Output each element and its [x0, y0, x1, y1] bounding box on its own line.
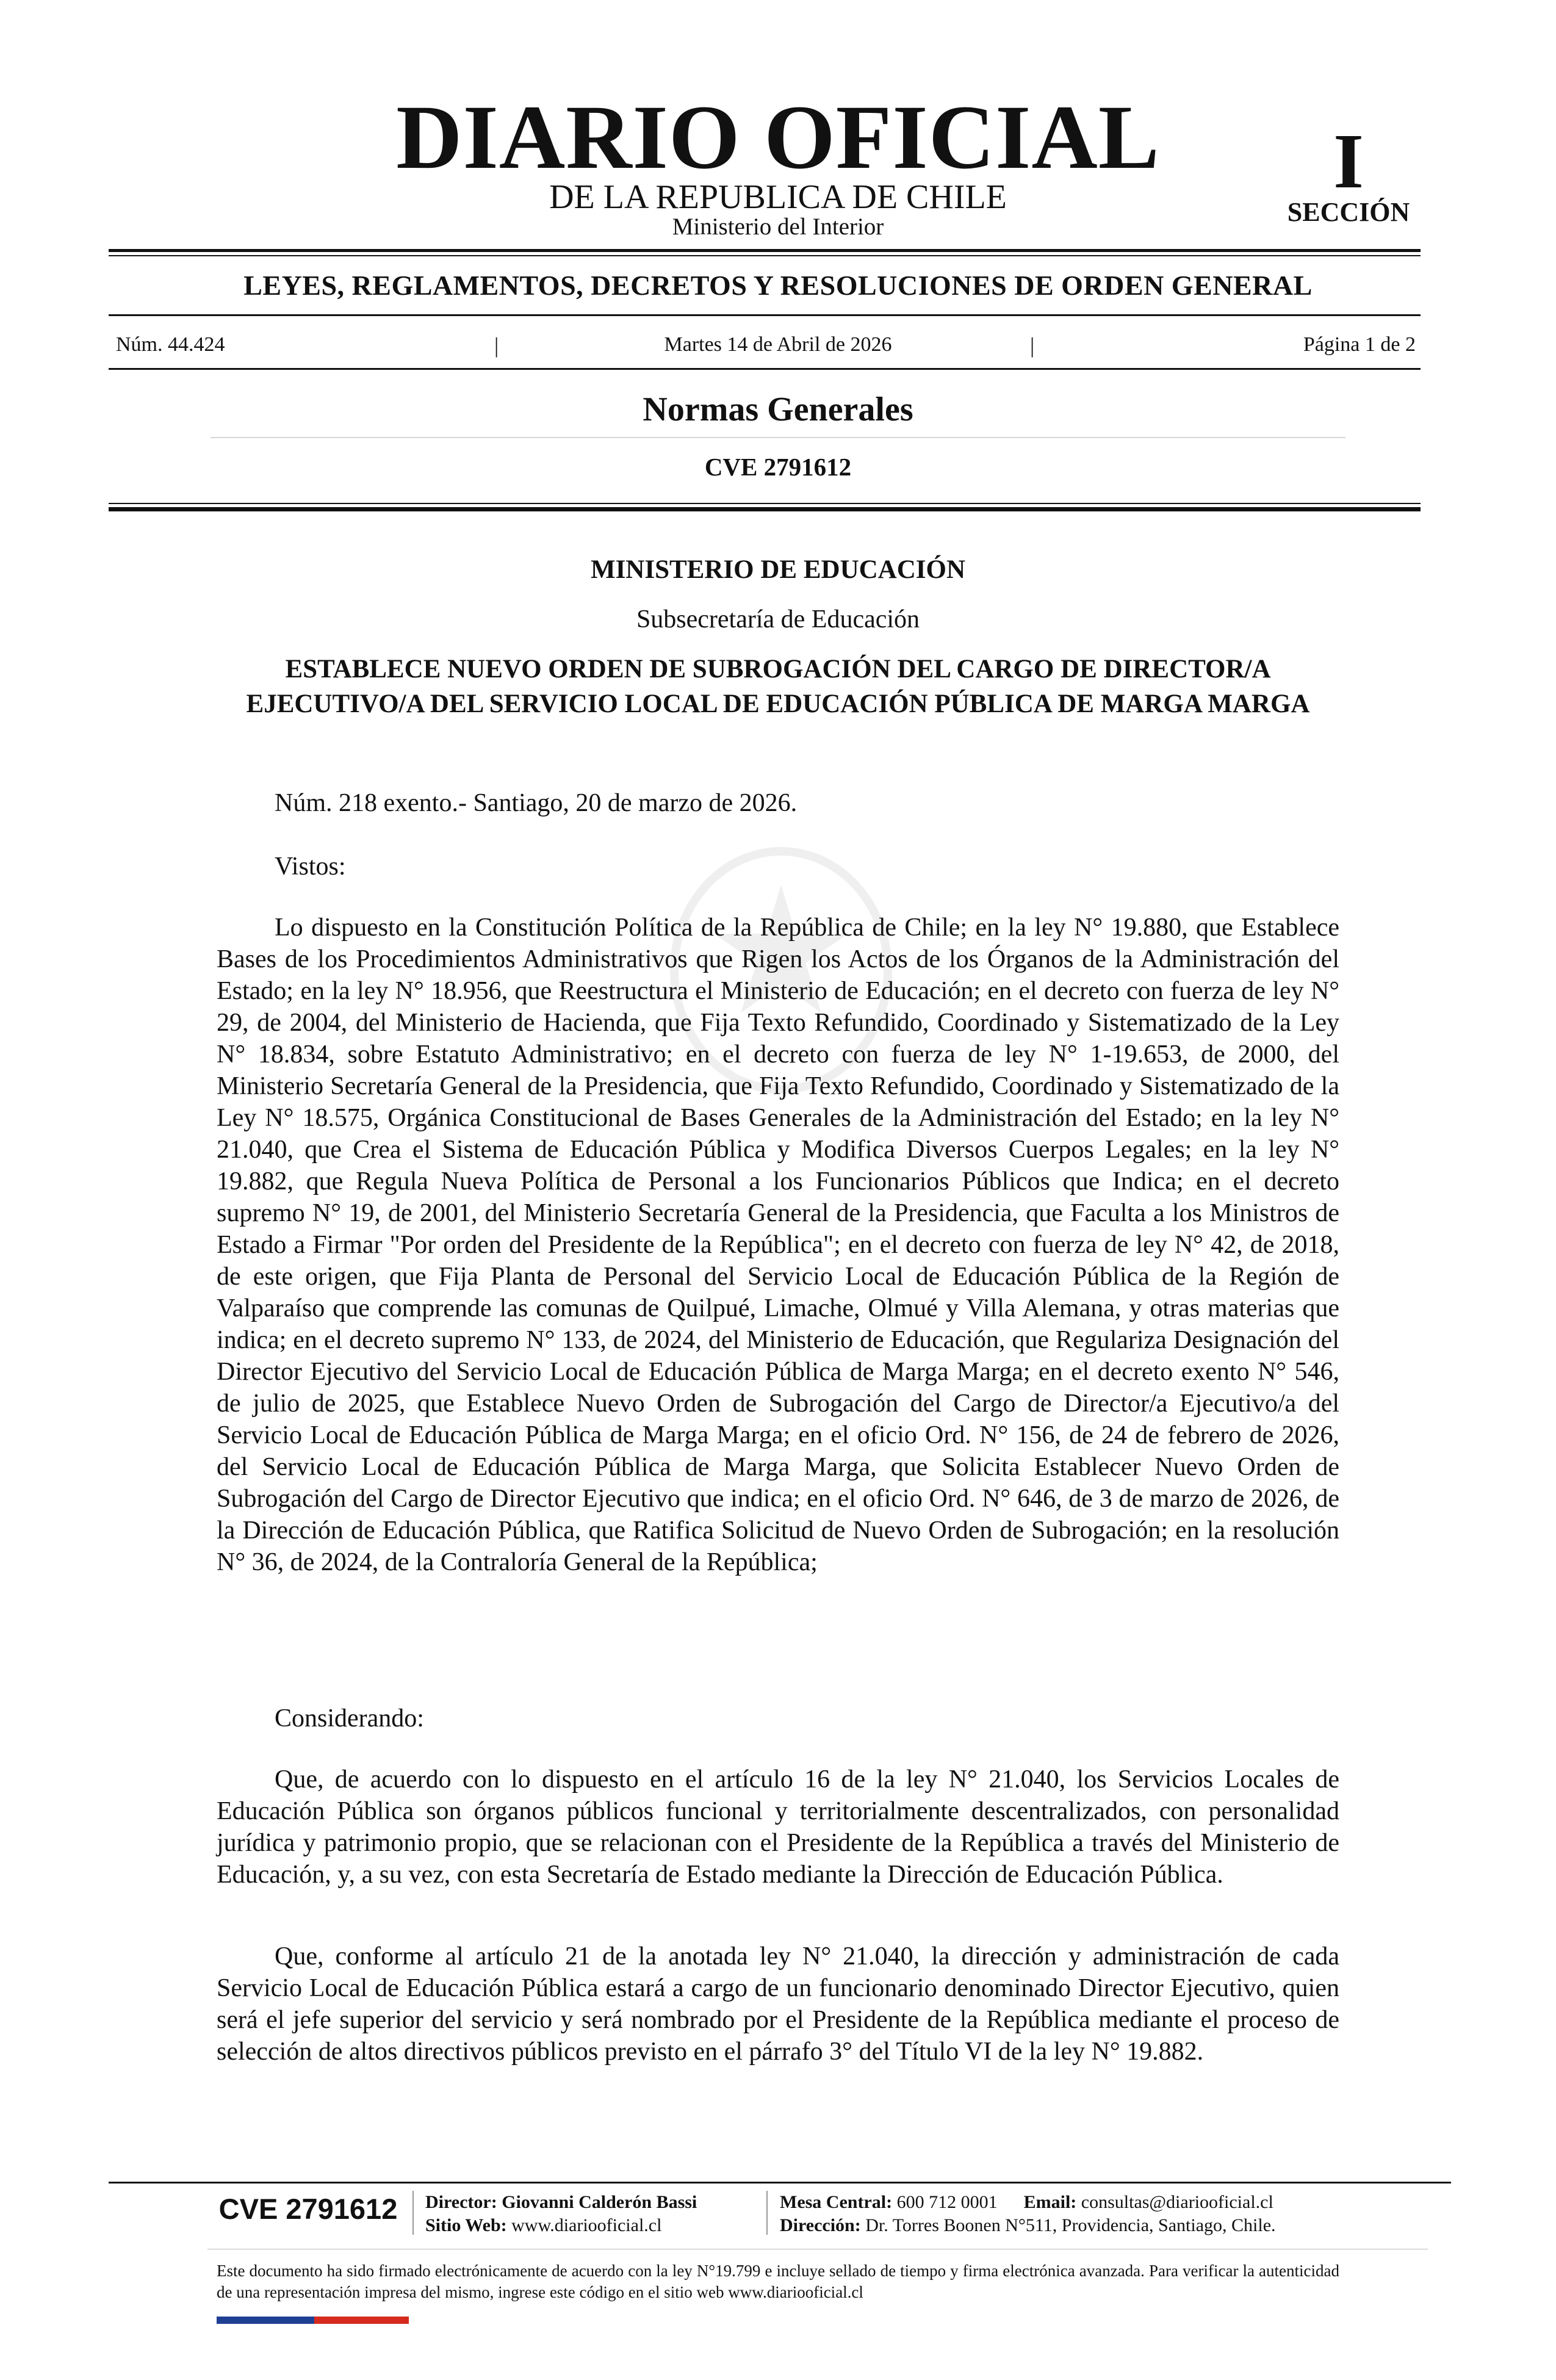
header-rule-bottom-thick: [109, 507, 1421, 511]
document-subsecretariat: Subsecretaría de Educación: [636, 605, 920, 633]
flag-stripe-blue: [217, 2317, 314, 2324]
footer-rule: [109, 2182, 1451, 2183]
footer-divider-1: [412, 2191, 414, 2235]
footer-email-label: Email:: [1023, 2192, 1077, 2212]
masthead-ministry: Ministerio del Interior: [672, 214, 884, 240]
footer-director-line: [425, 2191, 767, 2214]
masthead-rule-top-thin: [109, 255, 1421, 256]
flag-stripe-red: [314, 2317, 409, 2324]
footer-director-name: Giovanni Calderón Bassi: [502, 2192, 697, 2212]
header-rule-bottom-thin: [109, 503, 1421, 504]
footer-divider-2: [766, 2191, 768, 2235]
decree-line: Núm. 218 exento.- Santiago, 20 de marzo de 2026.: [275, 789, 798, 817]
masthead-title: DIARIO OFICIAL: [396, 87, 1160, 188]
footer-cve: CVE 2791612: [218, 2193, 398, 2225]
vistos-label: Vistos:: [275, 853, 346, 881]
footer-contact-block: [780, 2191, 1427, 2237]
footer-address-label: Dirección:: [780, 2215, 861, 2235]
masthead-rule-top: [109, 249, 1421, 252]
footer-website-label: Sitio Web:: [425, 2215, 507, 2235]
vistos-paragraph: Lo dispuesto en la Constitución Política de la República de Chile; en la ley N° 19.880, que Establece Bases de los Procedimientos Administrativos que Rigen los Actos de los Órganos de la Administración del Estado; en la ley N° 18.956, que Reestructura el Ministerio de Educación; en el decreto con fuerza de ley N° 29, de 2004, del Ministerio de Hacienda, que Fija Texto Refundido, Coordinado y Sistematizado de la Ley N° 18.834, sobre Estatuto Administrativo; en el decreto con fuerza de ley N° 1-19.653, de 2000, del Ministerio Secretaría General de la Presidencia, que Fija Texto Refundido, Coordinado y Sistematizado de la Ley N° 18.575, Orgánica Constitucional de Bases Generales de la Administración del Estado; en la ley N° 21.040, que Crea el Sistema de Educación Pública y Modifica Diversos Cuerpos Legales; en la ley N° 19.882, que Regula Nueva Política de Personal a los Funcionarios Públicos que Indica; en el decreto supremo N° 19, de 2001, del Ministerio Secretaría General de la Presidencia, que Faculta a los Ministros de Estado a Firmar "Por orden del Presidente de la República"; en el decreto con fuerza de ley N° 42, de 2018, de este origen, que Fija Planta de Personal del Servicio Local de Educación Pública de la Región de Valparaíso que comprende las comunas de Quilpué, Limache, Olmué y Villa Alemana, y otras materias que indica; en el decreto supremo N° 133, de 2024, del Ministerio de Educación, que Regulariza Designación del Director Ejecutivo del Servicio Local de Educación Pública de Marga Marga; en el decreto exento N° 546, de julio de 2025, que Establece Nuevo Orden de Subrogación del Cargo de Director/a Ejecutivo/a del Servicio Local de Educación Pública de Marga Marga; en el oficio Ord. N° 156, de 24 de febrero de 2026, del Servicio Local de Educación Pública de Marga Marga, que Solicita Establecer Nuevo Orden de Subrogación del Cargo de Director Ejecutivo que indica; en el oficio Ord. N° 646, de 3 de marzo de 2026, de la Dirección de Educación Pública, que Ratifica Solicitud de Nuevo Orden de Subrogación; en la resolución N° 36, de 2024, de la Contraloría General de la República;: [217, 914, 1339, 1576]
section-heading: Normas Generales: [643, 391, 913, 428]
footer-address-line: [780, 2214, 1427, 2237]
masthead-subtitle: DE LA REPUBLICA DE CHILE: [549, 178, 1007, 216]
footer-legal-notice: Este documento ha sido firmado electrónicamente de acuerdo con la ley N°19.799 e incluye sellado de tiempo y firma electrónica avanzada. Para verificar la autenticidad de una representación impresa del mismo, ingrese este código en el sitio web www.diariooficial.cl: [217, 2262, 1339, 2301]
category-heading: LEYES, REGLAMENTOS, DECRETOS Y RESOLUCIONES DE ORDEN GENERAL: [243, 270, 1313, 301]
considerando-paragraph-1: Que, de acuerdo con lo dispuesto en el artículo 16 de la ley N° 21.040, los Servicios Locales de Educación Pública son órganos públicos funcional y territorialmente descentralizados, con personalidad jurídica y patrimonio propio, que se relacionan con el Presidente de la República a través del Ministerio de Educación, y, a su vez, con esta Secretaría de Estado mediante la Dirección de Educación Pública.: [217, 1765, 1339, 1889]
footer-director-label: Director:: [425, 2192, 497, 2212]
footer-phone: 600 712 0001: [896, 2192, 998, 2212]
footer-director-block: [425, 2191, 767, 2237]
issue-separator-1: |: [494, 333, 499, 358]
issue-page: Página 1 de 2: [1303, 333, 1416, 356]
document-ministry: MINISTERIO DE EDUCACIÓN: [590, 555, 966, 584]
issue-date: Martes 14 de Abril de 2026: [664, 333, 892, 356]
section-heading-rule: [211, 437, 1345, 438]
considerando-paragraph-2: Que, conforme al artículo 21 de la anotada ley N° 21.040, la dirección y administración de cada Servicio Local de Educación Pública estará a cargo de un funcionario denominado Director Ejecutivo, quien será el jefe superior del servicio y será nombrado por el Presidente de la República mediante el proceso de selección de altos directivos públicos previsto en el párrafo 3° del Título VI de la ley N° 19.882.: [217, 1942, 1339, 2066]
cve-code: CVE 2791612: [704, 453, 852, 481]
issue-number: Núm. 44.424: [116, 333, 225, 356]
considerando-label: Considerando:: [275, 1704, 424, 1733]
footer-website-link[interactable]: www.diariooficial.cl: [511, 2215, 662, 2235]
document-title: ESTABLECE NUEVO ORDEN DE SUBROGACIÓN DEL CARGO DE DIRECTOR/A EJECUTIVO/A DEL SERVICIO LOCAL DE EDUCACIÓN PÚBLICA DE MARGA MARGA: [246, 655, 1310, 718]
footer-address: Dr. Torres Boonen N°511, Providencia, Santiago, Chile.: [865, 2215, 1276, 2235]
section-number: I: [1333, 118, 1364, 204]
footer-website-line: [425, 2214, 767, 2237]
issue-separator-2: |: [1030, 333, 1035, 358]
issue-rule: [109, 368, 1421, 370]
footer-phone-email-line: [780, 2191, 1427, 2214]
footer-phone-label: Mesa Central:: [780, 2192, 893, 2212]
section-label: SECCIÓN: [1287, 197, 1410, 227]
category-rule: [109, 314, 1421, 316]
footer-email-link[interactable]: consultas@diariooficial.cl: [1081, 2192, 1273, 2212]
